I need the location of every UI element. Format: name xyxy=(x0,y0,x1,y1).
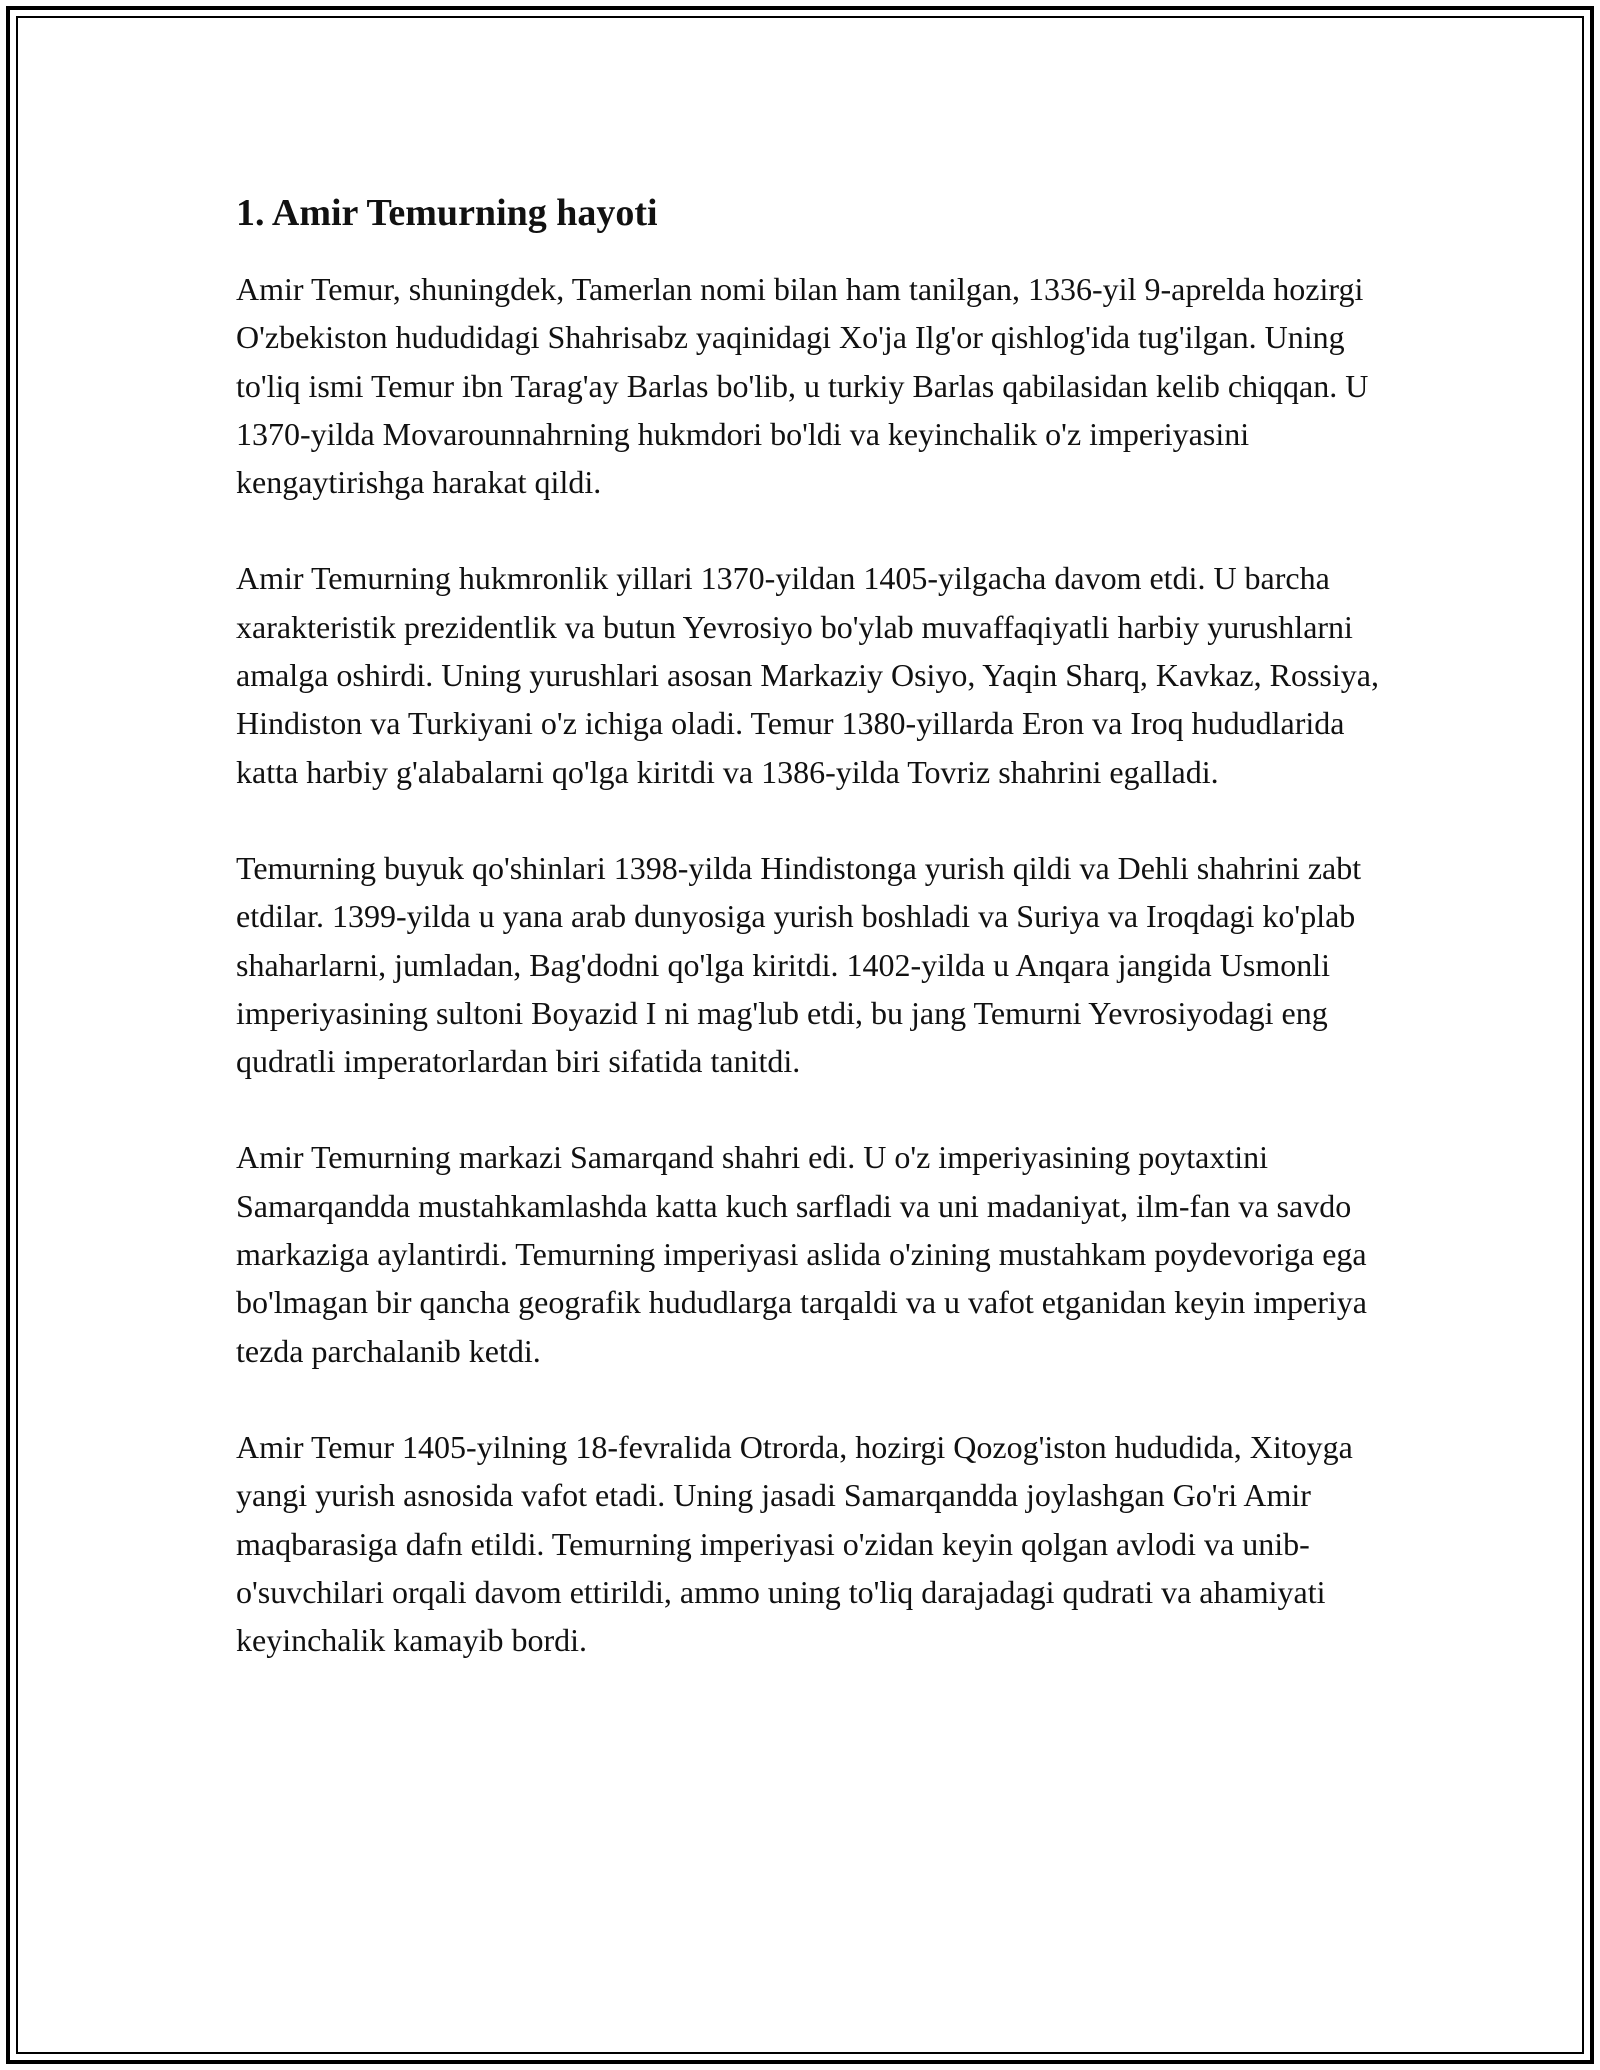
paragraph-1: Amir Temur, shuningdek, Tamerlan nomi bilan ham tanilgan, 1336-yil 9-aprelda hozirgi O'zbekiston hududidagi Shahrisabz yaqinidagi Xo'ja Ilg'or qishlog'ida tug'ilgan. Uning to'liq ismi Temur ibn Tarag'ay Barlas bo'lib, u turkiy Barlas qabilasidan kelib chiqqan. U 1370-yilda Movarounnahrning hukmdori bo'ldi va keyinchalik o'z imperiyasini kengaytirishga harakat qildi. xyxy=(236,271,1369,501)
document-body xyxy=(236,185,1396,1712)
paragraph-2: Amir Temurning hukmronlik yillari 1370-yildan 1405-yilgacha davom etdi. U barcha xarakteristik prezidentlik va butun Yevrosiyo bo'ylab muvaffaqiyatli harbiy yurushlarni amalga oshirdi. Uning yurushlari asosan Markaziy Osiyo, Yaqin Sharq, Kavkaz, Rossiya, Hindiston va Turkiyani o'z ichiga oladi. Temur 1380-yillarda Eron va Iroq hududlarida katta harbiy g'alabalarni qo'lga kiritdi va 1386-yilda Tovriz shahrini egalladi. xyxy=(236,560,1379,790)
section-title: 1. Amir Temurning hayoti xyxy=(236,192,658,234)
paragraph-4: Amir Temurning markazi Samarqand shahri edi. U o'z imperiyasining poytaxtini Samarqandda mustahkamlashda katta kuch sarfladi va uni madaniyat, ilm-fan va savdo markaziga aylantirdi. Temurning imperiyasi aslida o'zining mustahkam poydevoriga ega bo'lmagan bir qancha geografik hududlarga tarqaldi va u vafot etganidan keyin imperiya tezda parchalanib ketdi. xyxy=(236,1139,1367,1369)
paragraph-3: Temurning buyuk qo'shinlari 1398-yilda Hindistonga yurish qildi va Dehli shahrini zabt etdilar. 1399-yilda u yana arab dunyosiga yurish boshladi va Suriya va Iroqdagi ko'plab shaharlarni, jumladan, Bag'dodni qo'lga kiritdi. 1402-yilda u Anqara jangida Usmonli imperiyasining sultoni Boyazid I ni mag'lub etdi, bu jang Temurni Yevrosiyodagi eng qudratli imperatorlardan biri sifatida tanitdi. xyxy=(236,849,1362,1080)
paragraph-5: Amir Temur 1405-yilning 18-fevralida Otrorda, hozirgi Qozog'iston hududida, Xitoyga yangi yurish asnosida vafot etadi. Uning jasadi Samarqandda joylashgan Go'ri Amir maqbarasiga dafn etildi. Temurning imperiyasi o'zidan keyin qolgan avlodi va unib-o'suvchilari orqali davom ettirildi, ammo uning to'liq darajadagi qudrati va ahamiyati keyinchalik kamayib bordi. xyxy=(236,1428,1353,1659)
